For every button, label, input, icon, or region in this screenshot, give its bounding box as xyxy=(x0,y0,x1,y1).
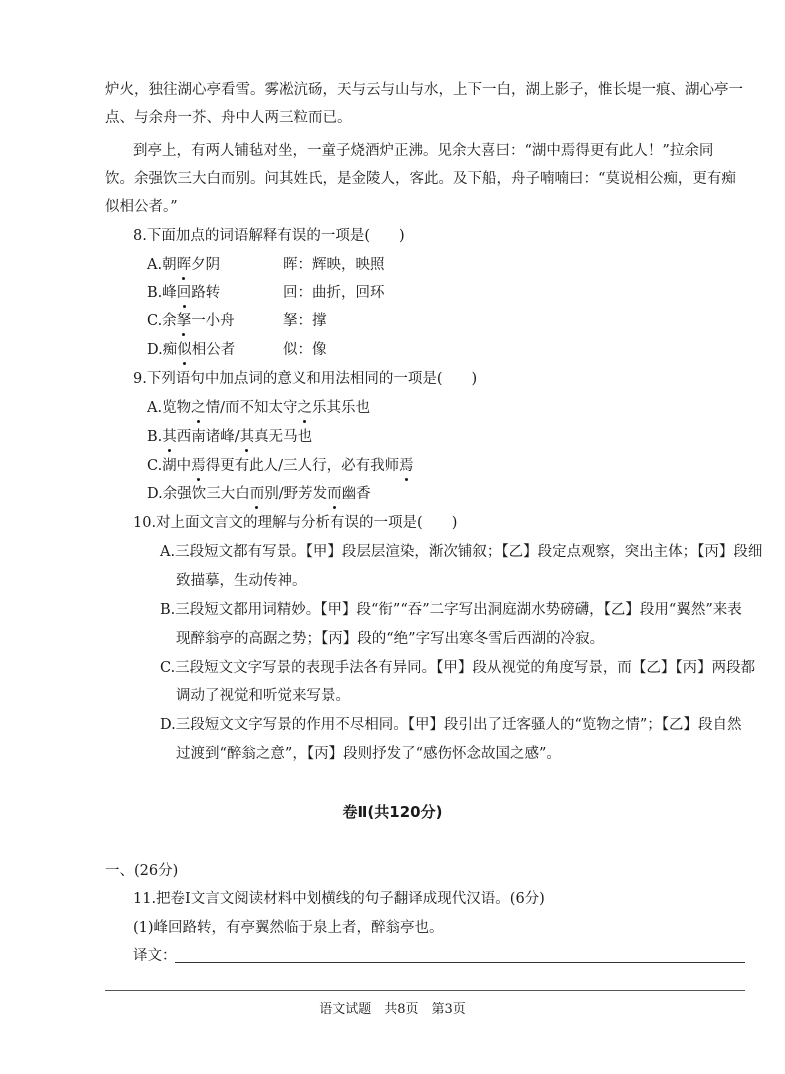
answer-line[interactable] xyxy=(175,962,745,963)
q8-option-gloss: 晖：辉映，映照 xyxy=(283,257,385,273)
q8-option-d: D.痴似相公者 似：像 xyxy=(147,342,327,358)
emphasis-dot-char: 其 xyxy=(239,429,255,445)
q10-option-d-line2: 过渡到“醉翁之意”，【丙】段则抒发了“感伤怀念故国之感”。 xyxy=(176,746,561,762)
q10-option-a-line2: 致描摹，生动传神。 xyxy=(176,573,307,589)
emphasis-dot-char: 而 xyxy=(249,486,265,502)
q8-option-a: A.朝晖夕阴 晖：辉映，映照 xyxy=(147,257,385,273)
emphasis-dot-char: 回 xyxy=(176,285,192,301)
answer-label: 译文： xyxy=(133,948,177,964)
q8-option-gloss: 回：曲折，回环 xyxy=(283,285,385,301)
emphasis-dot-char: 焉 xyxy=(399,458,414,474)
passage-line: 饮。余强饮三大白而别。问其姓氏，是金陵人，客此。及下船，舟子喃喃曰：“莫说相公痴，更有痴 xyxy=(105,171,736,187)
q10-option-b-line2: 现醉翁亭的高踞之势；【丙】段的“绝”字写出寒冬雪后西湖的冷寂。 xyxy=(176,631,605,647)
emphasis-dot-char: 焉 xyxy=(191,458,206,474)
question-11-stem: 11.把卷Ⅰ文言文阅读材料中划横线的句子翻译成现代汉语。(6分) xyxy=(133,891,545,907)
q10-option-d-line1: D.三段短文文字写景的作用不尽相同。【甲】段引出了迁客骚人的“览物之情”；【乙】段自然 xyxy=(160,717,742,733)
q8-option-gloss: 似：像 xyxy=(283,342,327,358)
emphasis-dot-char: 其 xyxy=(162,429,177,445)
section-2-title: 卷Ⅱ(共120分) xyxy=(342,803,443,821)
q10-option-c-line2: 调动了视觉和听觉来写景。 xyxy=(176,688,350,704)
emphasis-dot-char: 似 xyxy=(177,342,192,358)
page-footer: 语文试题 共8页 第3页 xyxy=(319,1002,466,1017)
q8-option-b: B.峰回路转 回：曲折，回环 xyxy=(147,285,385,301)
q8-option-gloss: 拏：撑 xyxy=(283,313,327,329)
q10-option-c-line1: C.三段短文文字写景的表现手法各有异同。【甲】段从视觉的角度写景，而【乙】【丙】两段都 xyxy=(160,660,756,676)
emphasis-dot-char: 之 xyxy=(191,400,206,416)
part-1-heading: 一、(26分) xyxy=(105,863,179,879)
question-10-stem: 10.对上面文言文的理解与分析有误的一项是( ) xyxy=(133,515,458,531)
passage-line: 炉火，独往湖心亭看雪。雾凇沆砀，天与云与山与水，上下一白，湖上影子，惟长堤一痕、湖心亭一 xyxy=(105,82,743,98)
passage-line: 似相公者。” xyxy=(105,199,178,215)
passage-line: 到亭上，有两人铺毡对坐，一童子烧酒炉正沸。见余大喜曰：“湖中焉得更有此人！”拉余同 xyxy=(133,143,714,159)
q10-option-a-line1: A.三段短文都有写景。【甲】段层层渲染，渐次铺叙；【乙】段定点观察，突出主体；【丙】段细 xyxy=(160,544,763,560)
q9-option-b: B.其西南诸峰/其真无马也 xyxy=(147,429,313,445)
question-11-item-1: (1)峰回路转，有亭翼然临于泉上者，醉翁亭也。 xyxy=(133,920,444,936)
emphasis-dot-char: 而 xyxy=(327,486,342,502)
passage-line: 点、与余舟一芥、舟中人两三粒而已。 xyxy=(105,110,352,126)
emphasis-dot-char: 晖 xyxy=(176,257,192,273)
q8-option-c: C.余拏一小舟 拏：撑 xyxy=(147,313,327,329)
footer-divider xyxy=(105,990,745,991)
question-8-stem: 8.下面加点的词语解释有误的一项是( ) xyxy=(133,228,405,244)
q9-option-d: D.余强饮三大白而别/野芳发而幽香 xyxy=(147,486,371,502)
q9-option-a: A.览物之情/而不知太守之乐其乐也 xyxy=(147,400,370,416)
question-9-stem: 9.下列语句中加点词的意义和用法相同的一项是( ) xyxy=(133,371,478,387)
q9-option-c: C.湖中焉得更有此人/三人行，必有我师焉 xyxy=(147,458,414,474)
emphasis-dot-char: 拏 xyxy=(176,313,192,329)
q10-option-b-line1: B.三段短文都用词精妙。【甲】段“衔”“吞”二字写出洞庭湖水势磅礴，【乙】段用“翼然”来表 xyxy=(160,602,742,618)
emphasis-dot-char: 之 xyxy=(297,400,312,416)
